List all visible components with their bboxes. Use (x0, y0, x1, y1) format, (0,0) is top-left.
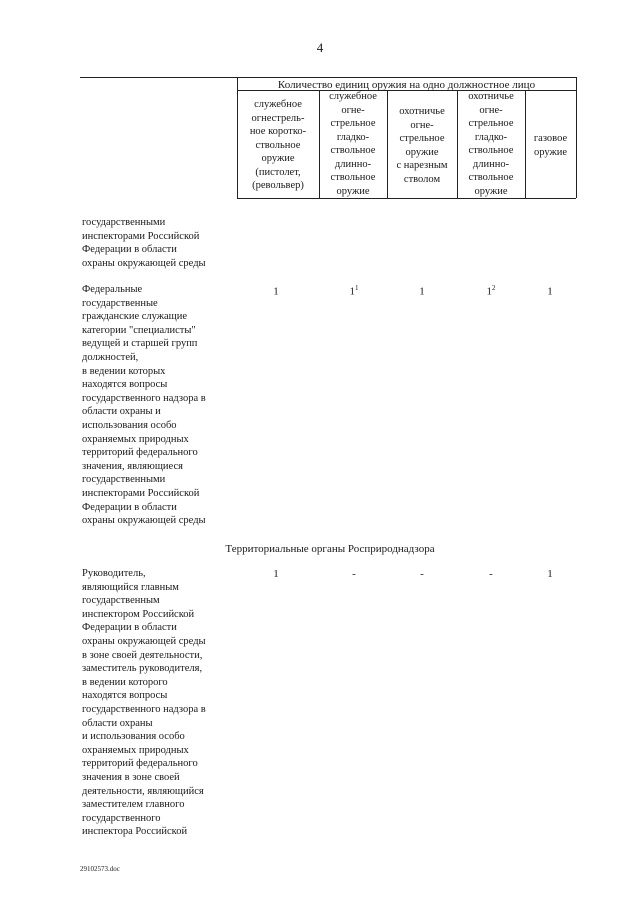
column-header-service-smoothbore: служебное огне- стрельное гладко- ствольное длинно- ствольное оружие (329, 91, 377, 197)
cell-value: $1^2$ (486, 284, 496, 298)
row-label: Руководитель, являющийся главным государственным инспектором Российской Федерации в области охраны окружающей среды в зоне своей деятельности, заместитель руководителя, в ведении которого находятся вопросы государственного надзора в области охраны и использования особо охраняемых природных территорий федерального значения в зоне своей деятельности, являющийся заместителем главного государственного инспектора Российской (82, 568, 206, 838)
section-title: Территориальные органы Росприроднадзора (225, 543, 435, 555)
row-label: Федеральные государственные гражданские служащие категории "специалисты" ведущей и старшей групп должностей, в ведении которых находятся вопросы государственного надзора в области охраны и использования особо охраняемых природных территорий федерального значения, являющиеся государственными инспекторами Российской Федерации в области охраны окружающей среды (82, 284, 206, 527)
column-header-gas: газовое оружие (533, 133, 568, 158)
header-divider (576, 77, 577, 198)
cell-value: 1 (273, 285, 279, 298)
cell-value: $1^1$ (349, 284, 359, 298)
cell-value: 1 (547, 568, 553, 580)
cell-value: 1 (273, 568, 279, 580)
page-number: 4 (316, 40, 324, 55)
header-top-rule (80, 77, 576, 78)
cell-value: 1 (547, 285, 553, 298)
cell-value: 1 (419, 285, 425, 298)
row-label: государственными инспекторами Российской Федерации в области охраны окружающей среды (82, 217, 206, 269)
cell-value: - (489, 568, 493, 580)
column-header-pistol: служебное огнестрель- ное коротко- ствольное оружие (пистолет, (револьвер) (249, 99, 307, 191)
header-bottom-rule (237, 198, 576, 199)
cell-value: - (420, 568, 424, 580)
footer-filename: 29102573.doc (80, 865, 120, 873)
header-group-title: Количество единиц оружия на одно должностное лицо (277, 79, 536, 91)
column-header-hunting-rifled: охотничье огне- стрельное оружие с нарезным стволом (396, 106, 448, 185)
column-header-hunting-smoothbore: охотничье огне- стрельное гладко- ствольное длинно- ствольное оружие (468, 91, 514, 197)
cell-value: - (352, 568, 356, 580)
